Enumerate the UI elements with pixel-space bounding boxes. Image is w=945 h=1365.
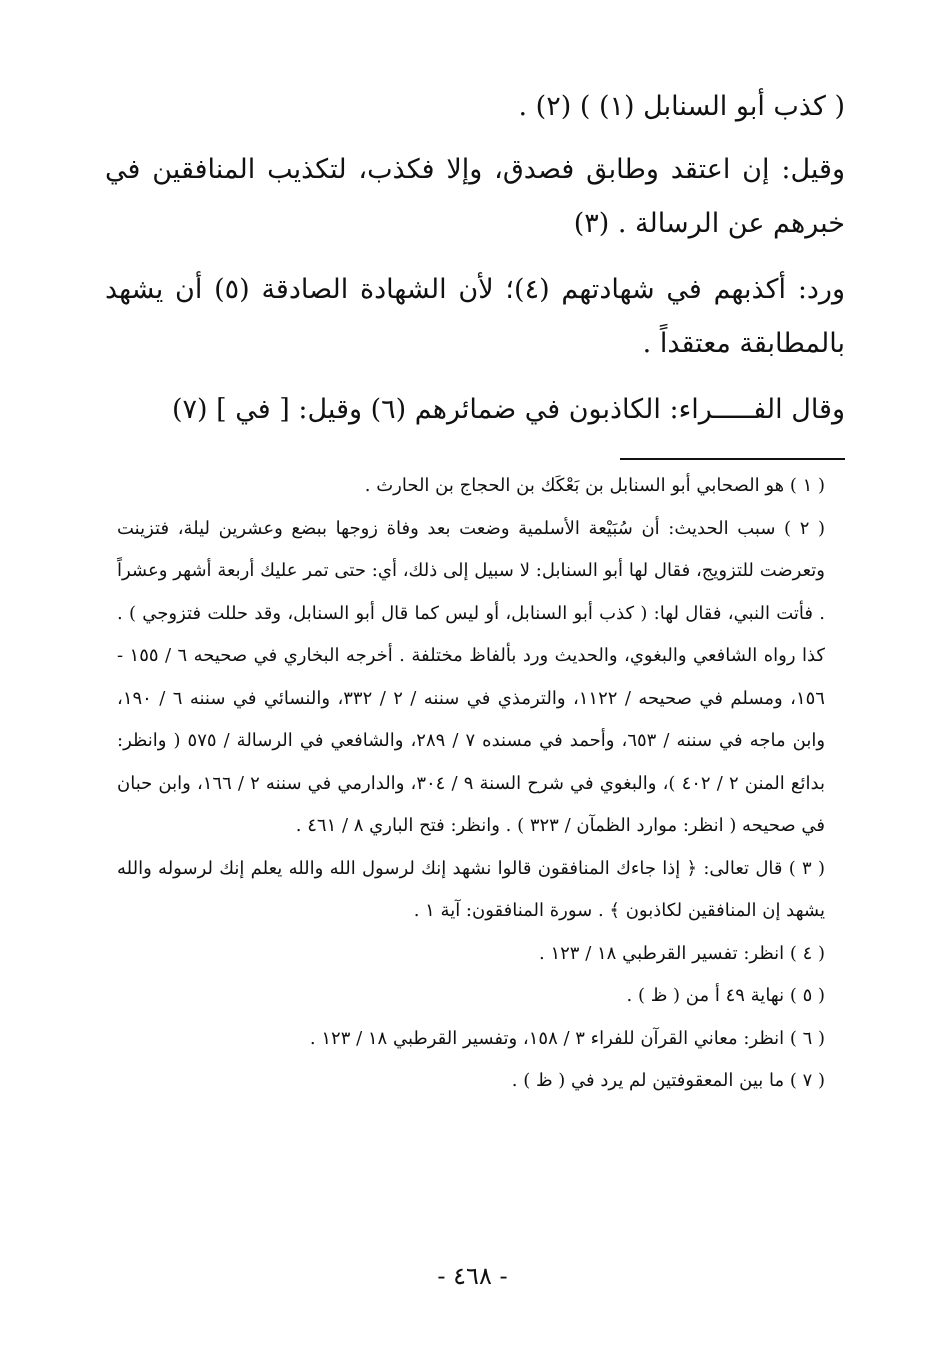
main-paragraph-3: ورد: أكذبهم في شهادتهم (٤)؛ لأن الشهادة الصادقة (٥) أن يشهد بالمطابقة معتقداً . <box>105 274 846 359</box>
footnotes <box>117 465 825 1103</box>
main-text <box>105 80 845 437</box>
footnote-3: ( ٣ ) قال تعالى: ﴿ إذا جاءك المنافقون قالوا نشهد إنك لرسول الله والله يعلم إنك لرسوله والله يشهد إن المنافقين لكاذبون ﴾ . سورة المنافقون: آية ١ . <box>117 857 826 921</box>
footnote-4: ( ٤ ) انظر: تفسير القرطبي ١٨ / ١٢٣ . <box>539 942 825 964</box>
footnote-6: ( ٦ ) انظر: معاني القرآن للفراء ٣ / ١٥٨، وتفسير القرطبي ١٨ / ١٢٣ . <box>309 1027 825 1049</box>
main-paragraph-1: ( كذب أبو السنابل (١) ) (٢) . <box>518 91 845 122</box>
page-number: - ٤٦٨ - <box>437 1262 508 1290</box>
main-paragraph-2: وقيل: إن اعتقد وطابق فصدق، وإلا فكذب، لتكذيب المنافقين في خبرهم عن الرسالة . (٣) <box>105 154 845 239</box>
footnote-separator <box>620 458 845 460</box>
main-paragraph-4: وقال الفـــــراء: الكاذبون في ضمائرهم (٦) وقيل: [ في ] (٧) <box>171 394 845 425</box>
footnote-7: ( ٧ ) ما بين المعقوفتين لم يرد في ( ظ ) . <box>511 1070 825 1091</box>
footnote-1: ( ١ ) هو الصحابي أبو السنابل بن بَعْكَك بن الحجاج بن الحارث . <box>364 475 825 496</box>
footnote-2: ( ٢ ) سبب الحديث: أن سُبَيْعة الأسلمية وضعت بعد وفاة زوجها ببضع وعشرين ليلة، فتزينت وتعرضت للتزويج، فقال لها أبو السنابل: لا سبيل إلى ذلك، أي: حتى تمر عليك أربعة أشهر وعشراً . فأتت النبي، فقال لها: ( كذب أبو السنابل، أو ليس كما قال أبو السنابل، وقد حللت فتزوجي ) . كذا رواه الشافعي والبغوي، والحديث ورد بألفاظ مختلفة . أخرجه البخاري في صحيحه ٦ / ١٥٥ - ١٥٦، ومسلم في صحيحه / ١١٢٢، والترمذي في سننه / ٢ / ٣٣٢، والنسائي في سننه ٦ / ١٩٠، وابن ماجه في سننه / ٦٥٣، وأحمد في مسنده ٧ / ٢٨٩، والشافعي في الرسالة / ٥٧٥ ( وانظر: بدائع المنن ٢ / ٤٠٢ )، والبغوي في شرح السنة ٩ / ٣٠٤، والدارمي في سننه ٢ / ١٦٦، وابن حبان في صحيحه ( انظر: موارد الظمآن / ٣٢٣ ) . وانظر: فتح الباري ٨ / ٤٦١ . <box>117 517 826 836</box>
footnote-5: ( ٥ ) نهاية ٤٩ أ من ( ظ ) . <box>626 985 825 1006</box>
